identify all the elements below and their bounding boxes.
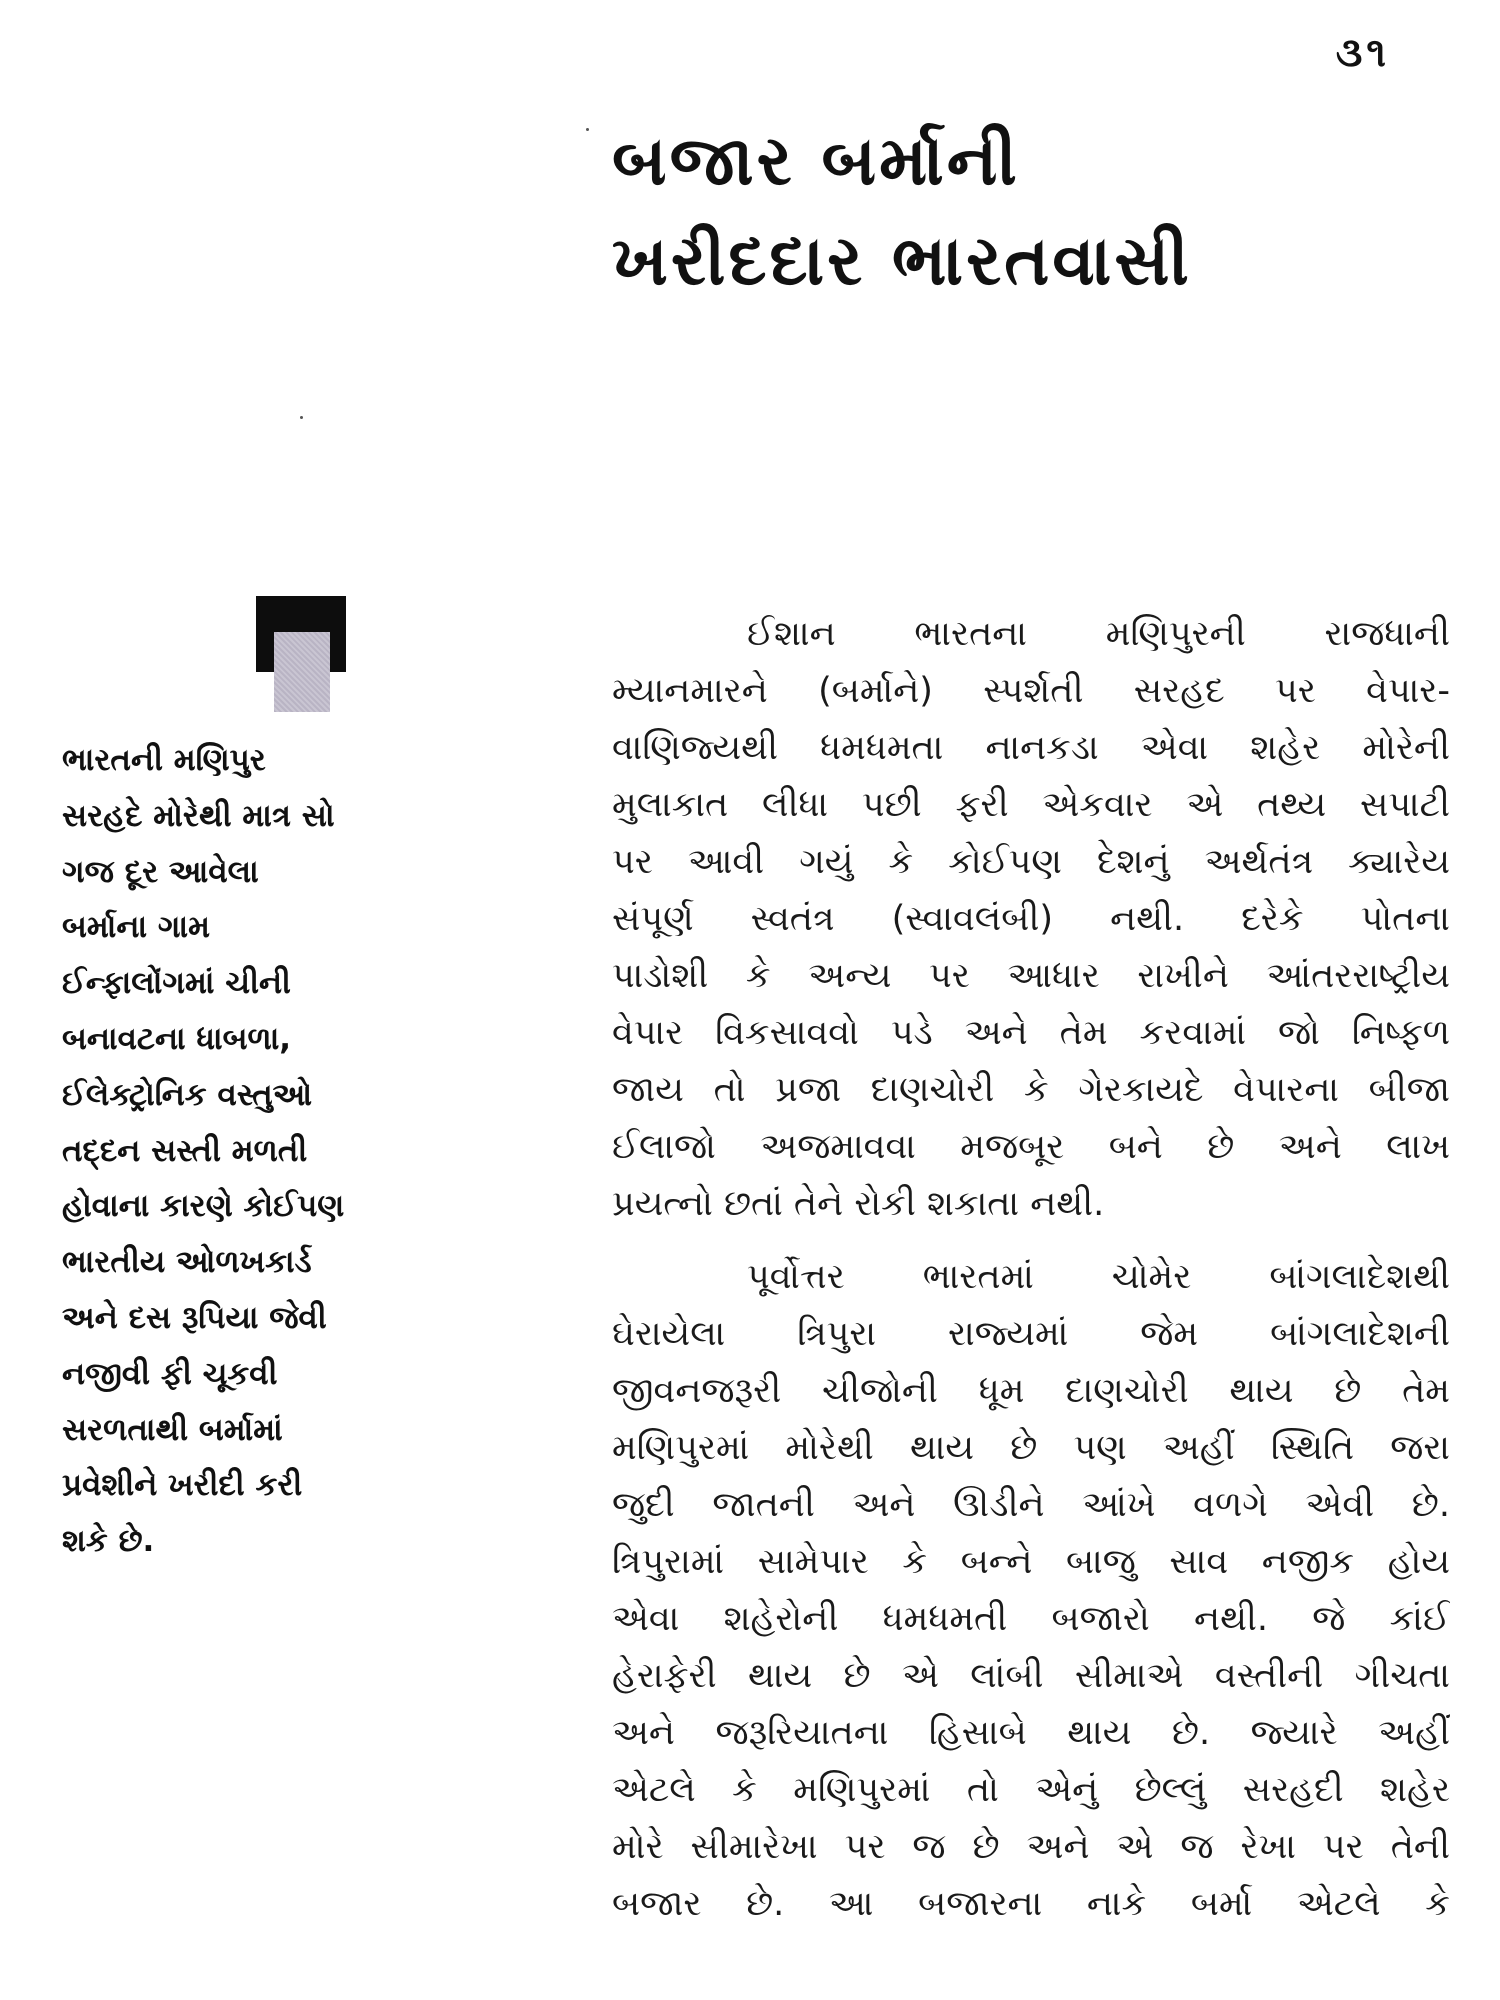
body-line: બજાર છે. આ બજારના નાકે બર્મા એટલે કે [612, 1884, 1450, 1924]
body-line: હેરાફેરી થાય છે એ લાંબી સીમાએ વસ્તીની ગીચતા [612, 1656, 1450, 1696]
sidebar-line: ગજ દૂર આવેલા [62, 853, 259, 890]
body-line: ઘેરાયેલા ત્રિપુરા રાજ્યમાં જેમ બાંગલાદેશની [612, 1314, 1450, 1354]
body-paragraph [612, 606, 1450, 1233]
sidebar-line: શકે છે. [62, 1523, 155, 1560]
sidebar-line: બર્માના ગામ [62, 909, 210, 946]
print-speck [586, 128, 589, 131]
print-speck [300, 416, 303, 419]
sidebar-line: અને દસ રૂપિયા જેવી [62, 1299, 327, 1336]
body-paragraph [612, 1249, 1450, 1933]
sidebar-line: ભારતની મણિપુર [62, 742, 266, 778]
body-line: ઈશાન ભારતના મણિપુરની રાજધાની [747, 614, 1450, 654]
body-line: મુલાકાત લીધા પછી ફરી એકવાર એ તથ્ય સપાટી [612, 785, 1450, 825]
body-line: મોરે સીમારેખા પર જ છે અને એ જ રેખા પર તેની [612, 1827, 1450, 1867]
body-line: એટલે કે મણિપુરમાં તો એનું છેલ્લું સરહદી શહેર [612, 1770, 1450, 1810]
ornament-grey-square [274, 632, 330, 712]
body-line: પાડોશી કે અન્ય પર આધાર રાખીને આંતરરાષ્ટ્રીય [612, 956, 1450, 996]
body-line: મણિપુરમાં મોરેથી થાય છે પણ અહીં સ્થિતિ જરા [612, 1428, 1450, 1468]
article-title [612, 112, 1412, 312]
body-line: જાય તો પ્રજા દાણચોરી કે ગેરકાયદે વેપારના બીજા [612, 1070, 1450, 1110]
sidebar-line: પ્રવેશીને ખરીદી કરી [62, 1467, 303, 1504]
body-line: અને જરૂરિયાતના હિસાબે થાય છે. જ્યારે અહીં [612, 1713, 1450, 1753]
sidebar-pull-quote [62, 733, 462, 1570]
body-line: ઈલાજો અજમાવવા મજબૂર બને છે અને લાખ [612, 1127, 1450, 1167]
body-line: વેપાર વિકસાવવો પડે અને તેમ કરવામાં જો નિષ્ફળ [612, 1013, 1450, 1053]
body-line: પર આવી ગયું કે કોઈપણ દેશનું અર્થતંત્ર ક્યારેય [612, 842, 1450, 882]
sidebar-line: સરહદે મોરેથી માત્ર સો [62, 797, 335, 834]
page-number: ૩૧ [1335, 30, 1390, 76]
sidebar-line: ઈન્ફાલોંગમાં ચીની [62, 965, 291, 1002]
article-title-line: ખરીદદાર ભારતવાસી [612, 222, 1192, 301]
body-line: જીવનજરૂરી ચીજોની ધૂમ દાણચોરી થાય છે તેમ [612, 1371, 1450, 1411]
body-line: એવા શહેરોની ધમધમતી બજારો નથી. જે કાંઈ [612, 1599, 1450, 1639]
body-line: જુદી જાતની અને ઊડીને આંખે વળગે એવી છે. [612, 1485, 1450, 1525]
decorative-block-icon [256, 596, 346, 716]
article-body [612, 606, 1450, 1949]
sidebar-line: તદ્દન સસ્તી મળતી [62, 1132, 308, 1169]
sidebar-line: બનાવટના ધાબળા, [62, 1020, 292, 1057]
sidebar-line: ઈલેક્ટ્રોનિક વસ્તુઓ [62, 1076, 313, 1113]
body-line: વાણિજ્યથી ધમધમતા નાનકડા એવા શહેર મોરેની [612, 728, 1450, 768]
body-line: મ્યાનમારને (બર્માને) સ્પર્શતી સરહદ પર વેપાર- [612, 671, 1450, 711]
body-line: સંપૂર્ણ સ્વતંત્ર (સ્વાવલંબી) નથી. દરેકે પોતના [612, 899, 1450, 939]
sidebar-line: હોવાના કારણે કોઈપણ [62, 1188, 345, 1225]
body-line: ત્રિપુરામાં સામેપાર કે બન્ને બાજુ સાવ નજીક હોય [612, 1542, 1450, 1582]
body-line: પૂર્વોત્તર ભારતમાં ચોમેર બાંગલાદેશથી [747, 1257, 1450, 1297]
sidebar-line: ભારતીય ઓળખકાર્ડ [62, 1244, 312, 1281]
body-line: પ્રયત્નો છતાં તેને રોકી શકાતા નથી. [612, 1184, 1105, 1224]
sidebar-line: સરળતાથી બર્મામાં [62, 1411, 283, 1448]
article-title-line: બજાર બર્માની [612, 122, 1020, 201]
sidebar-line: નજીવી ફી ચૂકવી [62, 1355, 278, 1392]
